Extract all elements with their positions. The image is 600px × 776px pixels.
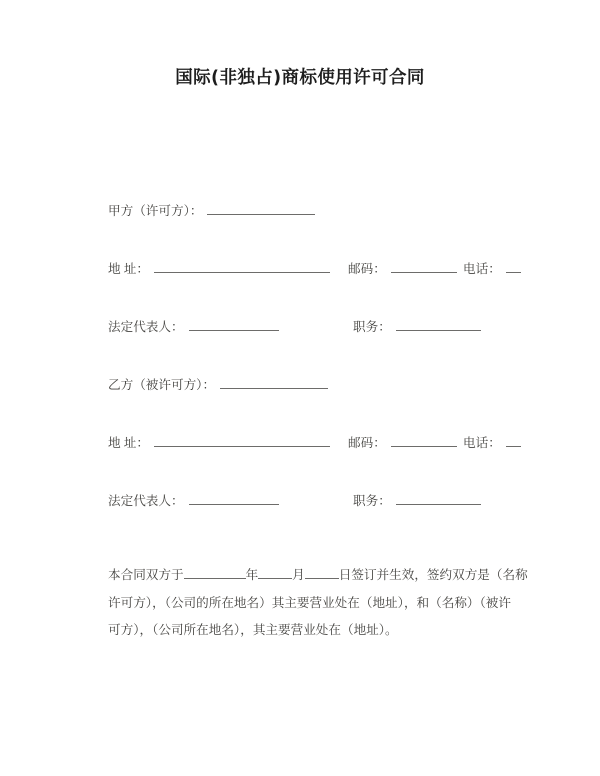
party-b-input[interactable]: [220, 375, 328, 389]
party-a-address-label: 地 址：: [108, 262, 149, 276]
party-b-address-input[interactable]: [154, 433, 330, 447]
party-a-phone-group: [463, 256, 521, 282]
party-a-phone-label: 电话：: [463, 262, 501, 276]
party-a-job-title-label: 职务：: [353, 320, 391, 334]
party-a-row: [108, 198, 500, 224]
party-a-legal-rep-input[interactable]: [189, 317, 279, 331]
party-b-zip-input[interactable]: [391, 433, 457, 447]
party-b-zip-group: [348, 430, 457, 456]
party-a-label: 甲方（许可方）：: [108, 204, 203, 218]
signing-day-input[interactable]: [305, 565, 339, 579]
contract-party-fields: [108, 198, 500, 546]
party-b-job-title-input[interactable]: [396, 491, 481, 505]
preamble-line-1-text-b: 日签订并生效，签约双方是（名称: [338, 568, 528, 582]
preamble-line-1: [108, 562, 528, 590]
party-b-legal-rep-row: [108, 488, 500, 514]
party-b-zip-label: 邮码：: [348, 436, 386, 450]
party-b-legal-rep-input[interactable]: [189, 491, 279, 505]
contract-preamble-paragraph: [108, 562, 528, 645]
party-b-phone-label: 电话：: [463, 436, 501, 450]
party-b-row: [108, 372, 500, 398]
party-b-phone-group: [463, 430, 521, 456]
party-a-job-title-group: [353, 314, 481, 340]
party-a-legal-rep-row: [108, 314, 500, 340]
party-a-zip-label: 邮码：: [348, 262, 386, 276]
party-a-legal-rep-label: 法定代表人：: [108, 320, 184, 334]
party-b-legal-rep-label: 法定代表人：: [108, 494, 184, 508]
party-a-phone-input[interactable]: [506, 259, 521, 273]
preamble-line-1-text-a: 本合同双方于: [108, 568, 184, 582]
party-a-input[interactable]: [207, 201, 315, 215]
party-b-label: 乙方（被许可方）：: [108, 378, 216, 392]
party-b-address-label: 地 址：: [108, 436, 149, 450]
party-b-job-title-group: [353, 488, 481, 514]
party-a-address-row: [108, 256, 500, 282]
party-a-address-input[interactable]: [154, 259, 330, 273]
party-a-job-title-input[interactable]: [396, 317, 481, 331]
preamble-line-3: 可方），（公司所在地名），其主要营业处在（地址）。: [108, 623, 398, 637]
signing-month-input[interactable]: [258, 565, 292, 579]
party-a-zip-input[interactable]: [391, 259, 457, 273]
party-a-zip-group: [348, 256, 457, 282]
party-b-phone-input[interactable]: [506, 433, 521, 447]
signing-year-input[interactable]: [184, 565, 246, 579]
page-title: 国际(非独占)商标使用许可合同: [175, 68, 425, 88]
preamble-month-label: 月: [292, 568, 305, 582]
preamble-year-label: 年: [245, 568, 259, 582]
party-b-job-title-label: 职务：: [353, 494, 391, 508]
preamble-line-2: 许可方），（公司的所在地名）其主要营业处在（地址），和（名称）（被许: [108, 595, 511, 610]
party-b-address-row: [108, 430, 500, 456]
